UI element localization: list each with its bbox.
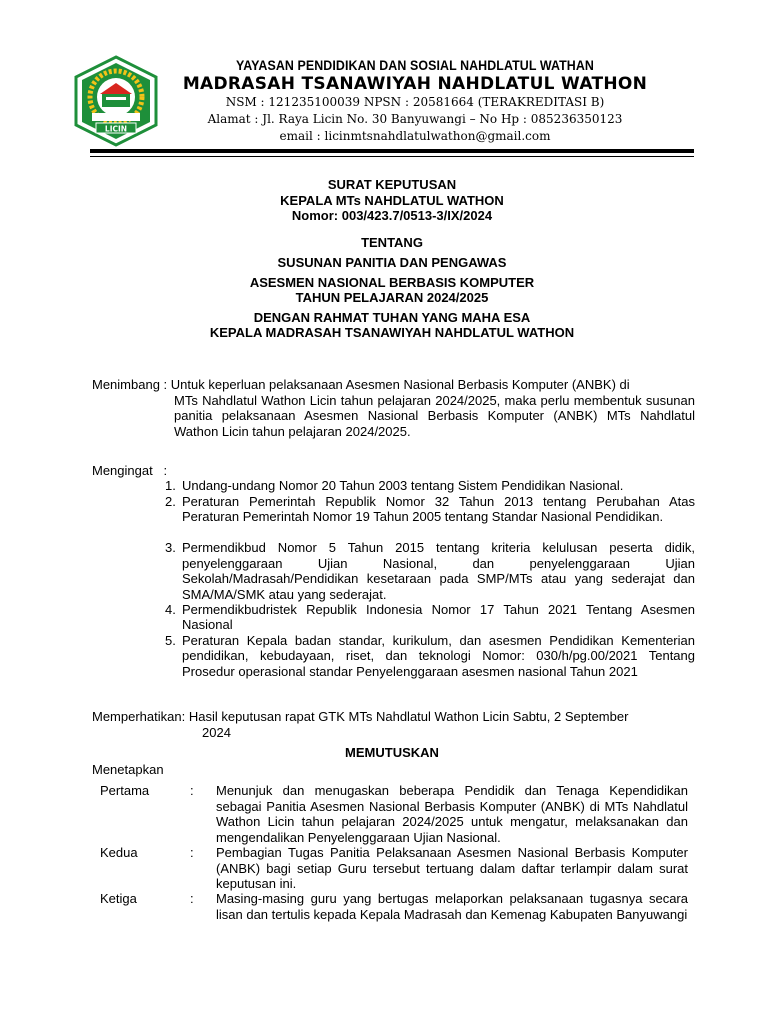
mengingat-label: Mengingat : xyxy=(92,463,168,478)
item-text: Permendikbudristek Republik Indonesia Nomor 17 Tahun 2021 Tentang Asesmen Nasional xyxy=(182,601,695,632)
item-text: Undang-undang Nomor 20 Tahun 2003 tentang Sistem Pendidikan Nasional. xyxy=(182,478,624,493)
decree-number: Nomor: 003/423.7/0513-3/IX/2024 xyxy=(291,208,493,223)
school-address: Alamat : Jl. Raya Licin No. 30 Banyuwangi – No Hp : 085236350123 xyxy=(207,112,623,126)
item-number: 3. xyxy=(165,540,176,555)
logo-text: LICIN xyxy=(104,124,128,134)
menimbang-text-rest: MTs Nahdlatul Wathon Licin tahun pelajaran 2024/2025, maka perlu membentuk susunan panitia pelaksanaan Asesmen Nasional Berbasis Komputer (ANBK) MTs Nahdlatul Wathon Licin tahun pelajaran 2024/2025. xyxy=(174,392,695,439)
memperhatikan-text-rest: 2024 xyxy=(202,724,231,740)
school-ids: NSM : 121235100039 NPSN : 20581664 (TERAKREDITASI B) xyxy=(225,95,605,109)
header-divider-thin xyxy=(90,156,694,157)
list-item xyxy=(165,494,695,525)
title-line: SUSUNAN PANITIA DAN PENGAWAS xyxy=(277,255,507,270)
decision-colon: : xyxy=(190,891,194,906)
menimbang-label: Menimbang : xyxy=(92,377,168,392)
title-line: KEPALA MTs NAHDLATUL WATHON xyxy=(280,192,504,208)
decision-text: Masing-masing guru yang bertugas melaporkan pelaksanaan tugasnya secara lisan dan tertulis kepada Kepala Madrasah dan Kemenag Kabupaten Banyuwangi xyxy=(216,891,688,922)
memperhatikan-text-first: Hasil keputusan rapat GTK MTs Nahdlatul Wathon Licin Sabtu, 2 September xyxy=(188,709,629,724)
decision-colon: : xyxy=(190,845,194,860)
title-line: SURAT KEPUTUSAN xyxy=(327,177,457,192)
item-number: 2. xyxy=(165,493,176,509)
list-item xyxy=(165,540,695,602)
foundation-name: YAYASAN PENDIDIKAN DAN SOSIAL NAHDLATUL WATHAN xyxy=(235,58,594,73)
item-text: Peraturan Kepala badan standar, kurikulum, dan asesmen Pendidikan Kementerian pendidikan, kebudayaan, riset, dan teknologi Nomor: 030/h/pg.00/2021 Tentang Prosedur operasional standar Penyelenggaraan asesmen nasional Tahun 2021 xyxy=(182,632,695,679)
memperhatikan-label: Memperhatikan: xyxy=(92,709,186,724)
decision-label: Kedua xyxy=(100,845,138,860)
item-text: Peraturan Pemerintah Republik Nomor 32 Tahun 2013 tentang Perubahan Atas Peraturan Pemerintah Nomor 19 Tahun 2005 tentang Standar Nasional Pendidikan. xyxy=(182,493,695,524)
letterhead xyxy=(165,58,665,145)
title-line: KEPALA MADRASAH TSANAWIYAH NAHDLATUL WATHON xyxy=(209,325,575,340)
decision-label: Ketiga xyxy=(100,891,137,906)
header-divider-thick xyxy=(90,149,694,153)
menimbang-text-first: Untuk keperluan pelaksanaan Asesmen Nasional Berbasis Komputer (ANBK) di xyxy=(170,377,630,392)
item-text: Permendikbud Nomor 5 Tahun 2015 tentang kriteria kelulusan peserta didik, penyelenggaraan Ujian Nasional, dan penyelenggaraan Ujian Sekolah/Madrasah/Pendidikan kesetaraan pada SMP/MTs atau yang sederajat dan SMA/MA/SMK atau yang sederajat. xyxy=(182,540,695,602)
school-logo-icon xyxy=(70,55,162,147)
item-number: 1. xyxy=(165,478,176,493)
list-item xyxy=(165,633,695,680)
list-item xyxy=(165,602,695,633)
title-line: ASESMEN NASIONAL BERBASIS KOMPUTER xyxy=(249,274,535,290)
decision-text: Pembagian Tugas Panitia Pelaksanaan Asesmen Nasional Berbasis Komputer (ANBK) bagi setiap Guru tersebut tertuang dalam daftar terlampir dalam surat keputusan ini. xyxy=(216,845,688,891)
title-line: TENTANG xyxy=(361,234,423,250)
memperhatikan-first-line xyxy=(92,709,628,725)
decree-title-block xyxy=(90,177,694,341)
school-name: MADRASAH TSANAWIYAH NAHDLATUL WATHON xyxy=(182,74,648,94)
decision-colon: : xyxy=(190,783,194,798)
menimbang-first-line xyxy=(92,377,696,393)
memutuskan-heading: MEMUTUSKAN xyxy=(345,745,439,760)
decision-text: Menunjuk dan menugaskan beberapa Pendidik dan Tenaga Kependidikan sebagai Panitia Asesmen Nasional Berbasis Komputer (ANBK) di MTs Nahdlatul Wathon Licin tahun pelajaran 2024/2025 untuk mengatur, melaksanakan dan mengendalikan Penyelenggaraan Ujian Nasional. xyxy=(216,783,688,845)
list-item xyxy=(165,478,695,494)
menetapkan-label: Menetapkan xyxy=(92,762,164,777)
title-line: TAHUN PELAJARAN 2024/2025 xyxy=(295,290,489,305)
decision-label: Pertama xyxy=(100,783,150,798)
title-line: DENGAN RAHMAT TUHAN YANG MAHA ESA xyxy=(253,309,531,325)
item-number: 5. xyxy=(165,632,176,648)
item-number: 4. xyxy=(165,601,176,617)
school-email: email : licinmtsnahdlatulwathon@gmail.com xyxy=(279,129,551,143)
